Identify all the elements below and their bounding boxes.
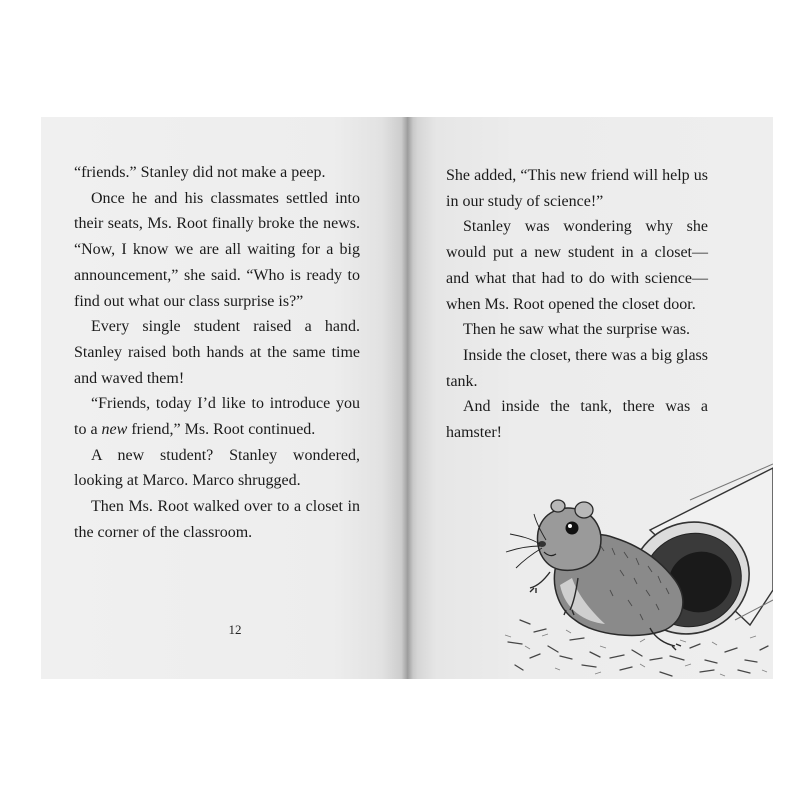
right-page-text	[446, 163, 708, 446]
page-number: 12	[228, 622, 242, 637]
paragraph: Then he saw what the surprise was.	[463, 321, 691, 339]
emphasized-word: new	[101, 421, 128, 439]
book-gutter	[401, 117, 413, 679]
paragraph: Inside the closet, there was a big glass tank.	[446, 346, 708, 390]
left-page-text	[74, 160, 360, 546]
paragraph: And inside the tank, there was a hamster!	[446, 398, 708, 442]
paragraph: She added, “This new friend will help us in our study of science!”	[446, 167, 708, 210]
paragraph-text: friend,” Ms. Root continued.	[127, 421, 316, 439]
paragraph: A new student? Stanley wondered, looking at Marco. Marco shrugged.	[74, 446, 360, 490]
paragraph: Every single student raised a hand. Stanley raised both hands at the same time and waved them!	[74, 318, 360, 387]
paragraph: “friends.” Stanley did not make a peep.	[74, 164, 326, 181]
hamster	[506, 500, 683, 650]
paragraph-text: “Friends, today I’d like to introduce you to a	[74, 395, 360, 439]
paragraph	[74, 391, 360, 442]
hamster-in-tube-illustration	[500, 460, 773, 680]
paragraph: Once he and his classmates settled into their seats, Ms. Root finally broke the news. “Now, I know we are all waiting for a big announcement,” she said. “Who is ready to find out what our class surprise is?”	[74, 189, 360, 310]
paragraph: Stanley was wondering why she would put a new student in a closet—and what that had to do with science—when Ms. Root opened the closet door.	[446, 218, 708, 313]
paragraph: Then Ms. Root walked over to a closet in the corner of the classroom.	[74, 498, 360, 541]
